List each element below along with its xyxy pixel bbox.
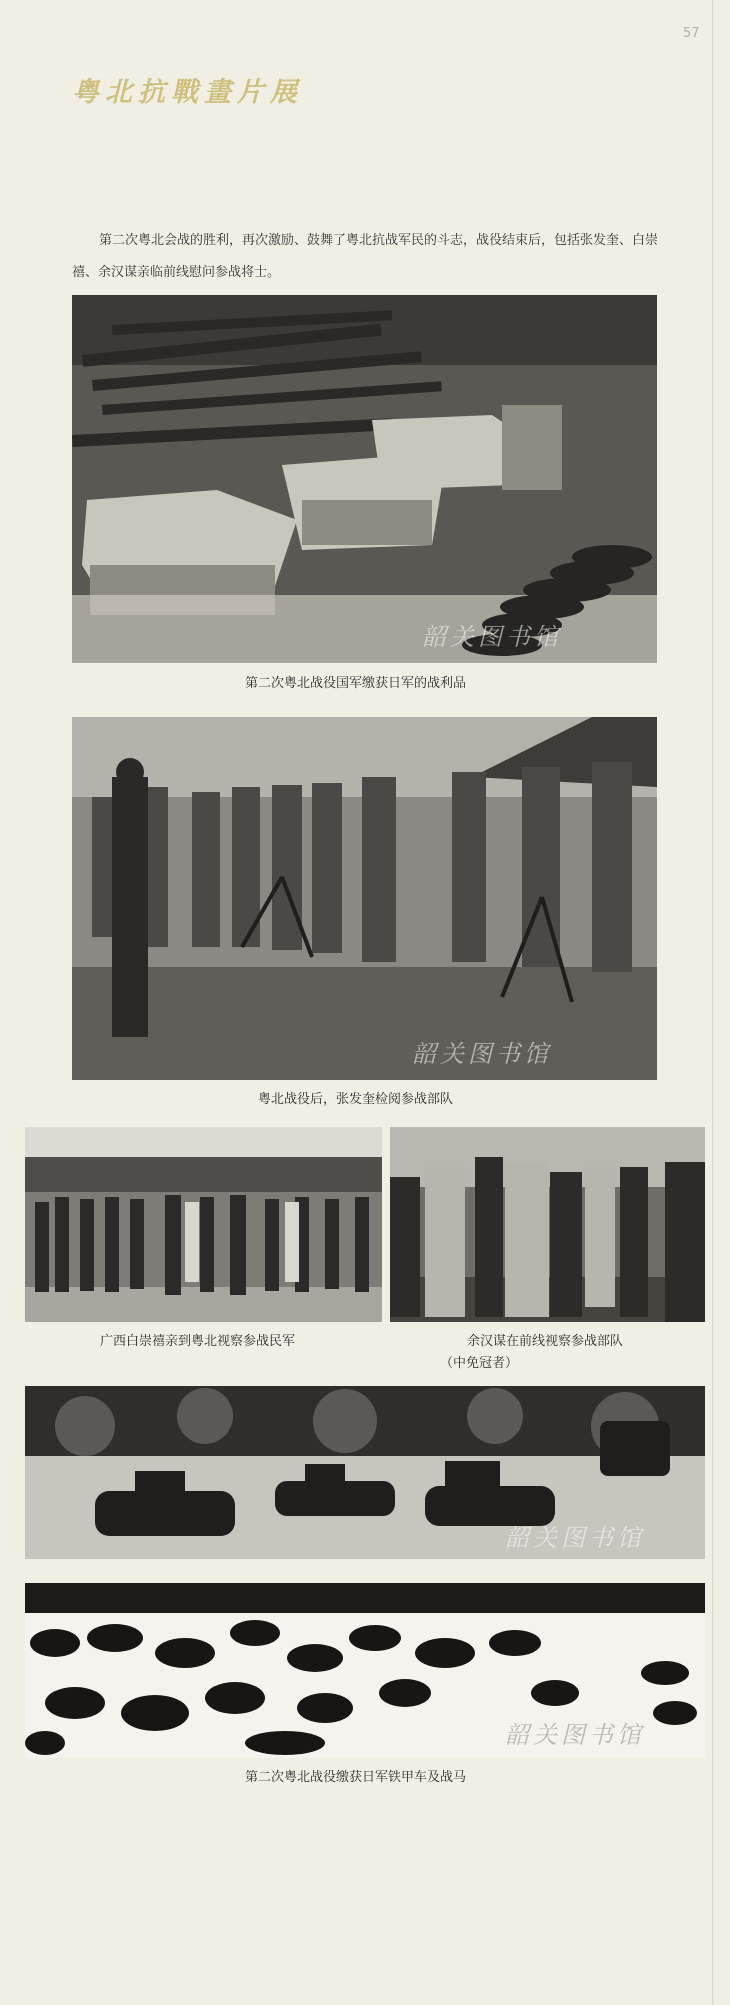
watermark: 韶关图书馆 bbox=[505, 1524, 645, 1552]
photo-caption: 广西白崇禧亲到粤北视察参战民军 bbox=[100, 1334, 296, 1349]
photo-war-horses bbox=[25, 1583, 705, 1758]
photo-captured-tanks bbox=[25, 1386, 705, 1559]
watermark: 韶关图书馆 bbox=[422, 623, 562, 651]
photo-bai-chongxi bbox=[25, 1127, 382, 1322]
page-edge-divider bbox=[712, 0, 713, 2005]
page-number: 57 bbox=[683, 26, 700, 41]
photo-yu-hanmou bbox=[390, 1127, 705, 1322]
photo-caption: 粤北战役后，张发奎检阅参战部队 bbox=[258, 1092, 454, 1107]
photo-war-spoils bbox=[72, 295, 657, 663]
watermark: 韶关图书馆 bbox=[505, 1721, 645, 1749]
photo-caption: 第二次粤北战役国军缴获日军的战利品 bbox=[245, 676, 467, 691]
photo-caption: 余汉谋在前线视察参战部队 bbox=[467, 1334, 624, 1349]
photo-troop-inspection bbox=[72, 717, 657, 1080]
intro-paragraph: 第二次粤北会战的胜利，再次激励、鼓舞了粤北抗战军民的斗志，战役结束后，包括张发奎、白崇禧、余汉谋亲临前线慰问参战将士。 bbox=[72, 233, 659, 280]
page-header-title: 粤北抗戰畫片展 bbox=[72, 77, 303, 108]
photo-caption: 第二次粤北战役缴获日军铁甲车及战马 bbox=[245, 1770, 467, 1785]
photo-caption-line2: （中免冠者） bbox=[440, 1356, 519, 1371]
watermark: 韶关图书馆 bbox=[412, 1040, 552, 1068]
